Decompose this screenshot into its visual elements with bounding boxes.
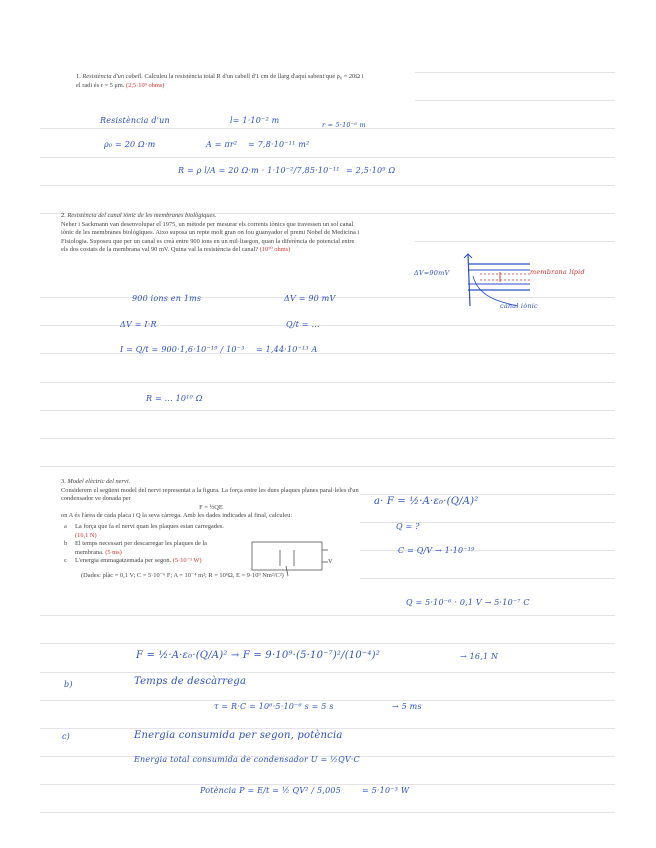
p1-work-line2-left: ρ₀ = 20 Ω·m [104, 140, 156, 149]
p3-line-c-sub: Energia total consumida de condensador U = ½QV·C [134, 755, 360, 764]
problem-3-number: 3. [61, 478, 66, 485]
problem-2-number: 2. [61, 212, 66, 219]
problem-3-formula: F = ½QE [199, 503, 223, 511]
rule-line [40, 382, 615, 383]
p3-work-line-f-result: → 16,1 N [460, 652, 499, 661]
rule-line [415, 100, 615, 101]
problem-3-item-c: c L'energia emmagatzemada per segon. (5·10⁻³ W) [64, 557, 202, 565]
membrane-channel-sketch [418, 246, 568, 316]
p3-line-b-result: → 5 ms [392, 702, 422, 711]
problem-3-item-a: a La força que fa el nervi quan les plaques estan carregades. (16,1 N) [64, 522, 224, 539]
p1-work-line2-right: = 7,8·10⁻¹¹ m² [248, 140, 310, 149]
p3-line-c-result: = 5·10⁻³ W [362, 786, 410, 795]
p3-work-line-a: a· F = ½·A·ε₀·(Q/A)² [374, 496, 479, 507]
problem-2-statement: Neher i Sackmann van desenvolupar el 1975, un mètode per mesurar els corrents iònics que travessen un sol canal iònic de les membranes biològiques. Aixo suposa un repte molt gran on fou guanyador el premi Nobel de Medicina i Fisiologia. Suposeu que per un canal es creà entre 900 ions en un mil·lisegon, quan la diferència de potencial entre els dos costats de la membrana val 90 mV. Quina val la resistència del canal? [61, 220, 360, 254]
p3-line-c-calc: Potència P = E/t = ½ QV² / 5,005 [200, 786, 341, 795]
rule-line [40, 672, 615, 673]
p2-work-line1-right: ΔV = 90 mV [284, 294, 336, 303]
p1-work-line2-mid: A = πr² [206, 140, 238, 149]
rule-line [40, 615, 615, 616]
rule-line [40, 700, 615, 701]
problem-2-title: Resistència del canal iònic de les membranes biològiques. [67, 212, 217, 219]
p1-work-line3-result: = 2,5·10⁹ Ω [346, 166, 396, 175]
rule-line [360, 494, 615, 495]
p2-work-line3: I = Q/t = 900·1,6·10⁻¹⁹ / 10⁻³ [120, 345, 245, 354]
p3-label-c: c) [62, 732, 71, 741]
p3-line-c-title: Energia consumida per segon, potència [134, 730, 343, 741]
p3-work-line-f: F = ½·A·ε₀·(Q/A)² → F = 9·10⁹·(5·10⁻⁷)²/(10⁻⁴)² [136, 650, 380, 661]
p2-work-line1-left: 900 ions en 1ms [132, 294, 202, 303]
p3-line-b-title: Temps de descàrrega [134, 676, 247, 687]
membrane-label-right: membrana lípid [530, 268, 585, 276]
problem-3-items [61, 523, 231, 566]
rule-line [415, 72, 615, 73]
problem-3-data-line: (Dades: plàc = 0,1 V; C = 5·10⁻⁶ F; A = 10⁻⁴ m²; R = 10⁶Ω, E = 9·10⁹ Nm²/C²) [81, 571, 284, 579]
problem-2-text [61, 212, 363, 255]
p3-work-line-c: C = Q/V → 1·10⁻¹⁹ [398, 546, 475, 555]
rule-line [415, 241, 615, 242]
problem-1-title: Resistència d'un cabell. [82, 73, 143, 80]
p1-work-line1-mid: l= 1·10⁻² m [230, 116, 280, 125]
problem-3-statement-1: Considerem el següent model del nervi representat a la figura. La força entre les dues plaques planes paral·leles d'un condensador ve donada per [61, 486, 359, 503]
p3-work-line-qv: Q = 5·10⁻⁶ · 0,1 V → 5·10⁻⁷ C [406, 598, 530, 607]
rule-line [40, 185, 615, 186]
p1-work-line1-left: Resistència d'un [100, 116, 170, 125]
rule-line [40, 466, 615, 467]
problem-3-title: Model elèctric del nervi. [67, 478, 131, 485]
p1-work-line1-right: r = 5·10⁻⁶ m [322, 121, 366, 129]
rule-line [40, 157, 615, 158]
problem-2-answer: (10¹⁰ ohms) [259, 246, 291, 254]
rule-line [360, 578, 615, 579]
problem-1-text [76, 73, 366, 90]
p2-work-line3-result: = 1,44·10⁻¹³ A [256, 345, 318, 354]
rule-line [40, 438, 615, 439]
p3-label-b: b) [64, 680, 73, 689]
membrane-label-bottom: canal iònic [500, 302, 538, 310]
problem-1-statement: Calculeu la resistència total R d'un cabell d'1 cm de llarg d'aquí sabent que ρ₀ = 20Ω i el radi és r = 5 μm. [76, 73, 364, 89]
problem-3-statement-2: on A és l'àrea de cada placa i Q la seva càrrega. Amb les dades indicades al final, calculeu: [61, 512, 293, 520]
p2-work-line2-right: Q/t = ... [286, 320, 320, 329]
problem-1-number: 1. [76, 73, 81, 80]
nerve-circuit-figure [250, 540, 340, 580]
p3-work-line-q: Q = ? [396, 522, 420, 531]
problem-3-item-b: b El temps necessari per descarregar les plaques de la membrana. (5 ms) [64, 540, 208, 556]
p3-line-b-calc: τ = R·C = 10⁶·5·10⁻⁶ s = 5 s [214, 702, 334, 711]
rule-line [40, 728, 615, 729]
membrane-label-left: ΔV=90mV [414, 269, 450, 277]
problem-1-answer: (2,5·10⁹ ohms) [126, 81, 165, 89]
p1-work-line3-formula: R = ρ l/A = 20 Ω·m · 1·10⁻²/7,85·10⁻¹¹ [178, 166, 340, 175]
circuit-v-label: V [328, 558, 333, 565]
p2-work-line4: R = ... 10¹⁰ Ω [146, 394, 203, 403]
rule-line [40, 812, 615, 813]
rule-line [40, 784, 615, 785]
rule-line [40, 410, 615, 411]
p2-work-line2-left: ΔV = I·R [120, 320, 157, 329]
rule-line [40, 643, 615, 644]
